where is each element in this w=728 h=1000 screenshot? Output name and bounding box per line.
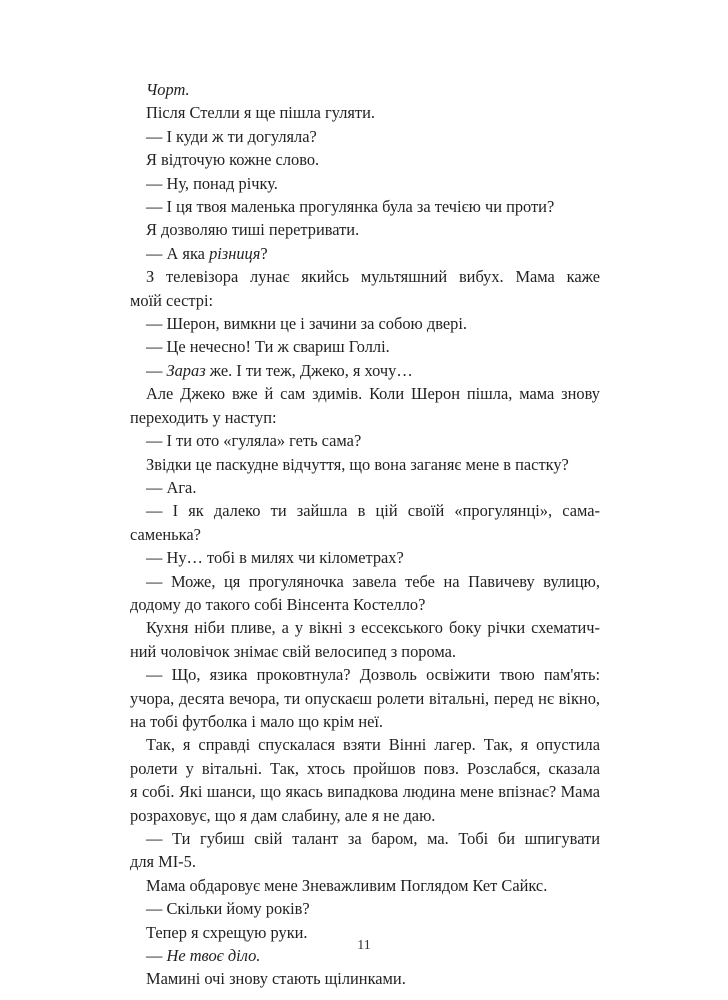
paragraph: Мама обдаровує мене Зневажливим Поглядом Кет Сайкс. <box>146 875 548 895</box>
paragraph: — Це нечесно! Ти ж свариш Голлі. <box>146 337 390 357</box>
paragraph: — І куди ж ти догуляла? <box>146 126 317 146</box>
page-number: 11 <box>357 938 371 953</box>
italic-phrase: Не твоє діло. <box>166 946 261 966</box>
paragraph: Після Стелли я ще пішла гуляти. <box>146 103 375 123</box>
paragraph-line: розраховує, що я дам слабину, але я не даю. <box>130 805 436 825</box>
paragraph-line: ний чоловічок знімає свій велосипед з порома. <box>130 641 456 661</box>
paragraph-line: Але Джеко вже й сам здимів. Коли Шерон пішла, мама знову <box>146 384 600 404</box>
paragraph: Я відточую кожне слово. <box>146 150 320 170</box>
paragraph-line: — Ти губиш свій талант за баром, ма. Тобі би шпигувати <box>146 829 600 848</box>
paragraph <box>130 359 600 382</box>
italic-word: Зараз <box>166 360 206 380</box>
paragraph-line: для МІ-5. <box>130 852 196 872</box>
paragraph-line: учора, десята вечора, ти опускаєш ролети вітальні, перед нє вікно, <box>130 688 600 708</box>
paragraph: Звідки це паскудне відчуття, що вона заганяє мене в пастку? <box>146 454 569 474</box>
text-span: — <box>146 946 167 966</box>
paragraph-line: Так, я справді спускалася взяти Вінні лагер. Так, я опустила <box>146 735 600 755</box>
paragraph-line: додому до такого собі Вінсента Костелло? <box>130 594 426 614</box>
paragraph-line: я собі. Які шанси, що якась випадкова людина мене впізнає? Мама <box>130 782 600 802</box>
paragraph: — Скільки йому років? <box>146 899 310 919</box>
paragraph-line: на тобі футболка і мало що крім неї. <box>130 711 384 731</box>
text-span: — <box>146 360 167 380</box>
paragraph: Тепер я схрещую руки. <box>146 922 308 942</box>
paragraph: — Ну, понад річку. <box>146 173 278 193</box>
paragraph: — І як далеко ти зайшла в цій своїй «прогулянці», сама-саменька? <box>130 501 600 544</box>
paragraph-line: моїй сестрі: <box>130 290 214 310</box>
paragraph: — І ти ото «гуляла» геть сама? <box>146 431 362 451</box>
page-text <box>130 78 600 991</box>
paragraph <box>130 242 600 265</box>
paragraph-line: З телевізора лунає якийсь мультяшний вибух. Мама каже <box>146 267 600 287</box>
paragraph <box>130 78 600 101</box>
paragraph-line: Кухня ніби пливе, а у вікні з ессекського боку річки схематич- <box>146 618 600 638</box>
paragraph: — І ця твоя маленька прогулянка була за течією чи проти? <box>146 197 555 217</box>
paragraph: — Ну… тобі в милях чи кілометрах? <box>146 548 404 568</box>
paragraph: Я дозволяю тиші перетривати. <box>146 220 360 240</box>
paragraph: — Шерон, вимкни це і зачини за собою двері. <box>146 314 467 334</box>
paragraph-line: — Що, язика проковтнула? Дозволь освіжити твою пам'ять: <box>146 665 600 685</box>
text-span: же. І ти теж, Джеко, я хочу… <box>205 360 413 380</box>
paragraph: Мамині очі знову стають щілинками. <box>146 969 406 989</box>
paragraph-line: — Може, ця прогуляночка завела тебе на Павичеву вулицю, <box>146 571 600 591</box>
paragraph: — Ага. <box>146 477 197 497</box>
text-span: — А яка <box>146 243 210 263</box>
text-span: ? <box>260 243 268 263</box>
italic-line: Чорт. <box>146 80 190 99</box>
paragraph-line: переходить у наступ: <box>130 407 277 427</box>
paragraph-line: ролети у вітальні. Так, хтось пройшов повз. Розслабся, сказала <box>130 758 600 778</box>
italic-word: різниця <box>209 243 261 263</box>
